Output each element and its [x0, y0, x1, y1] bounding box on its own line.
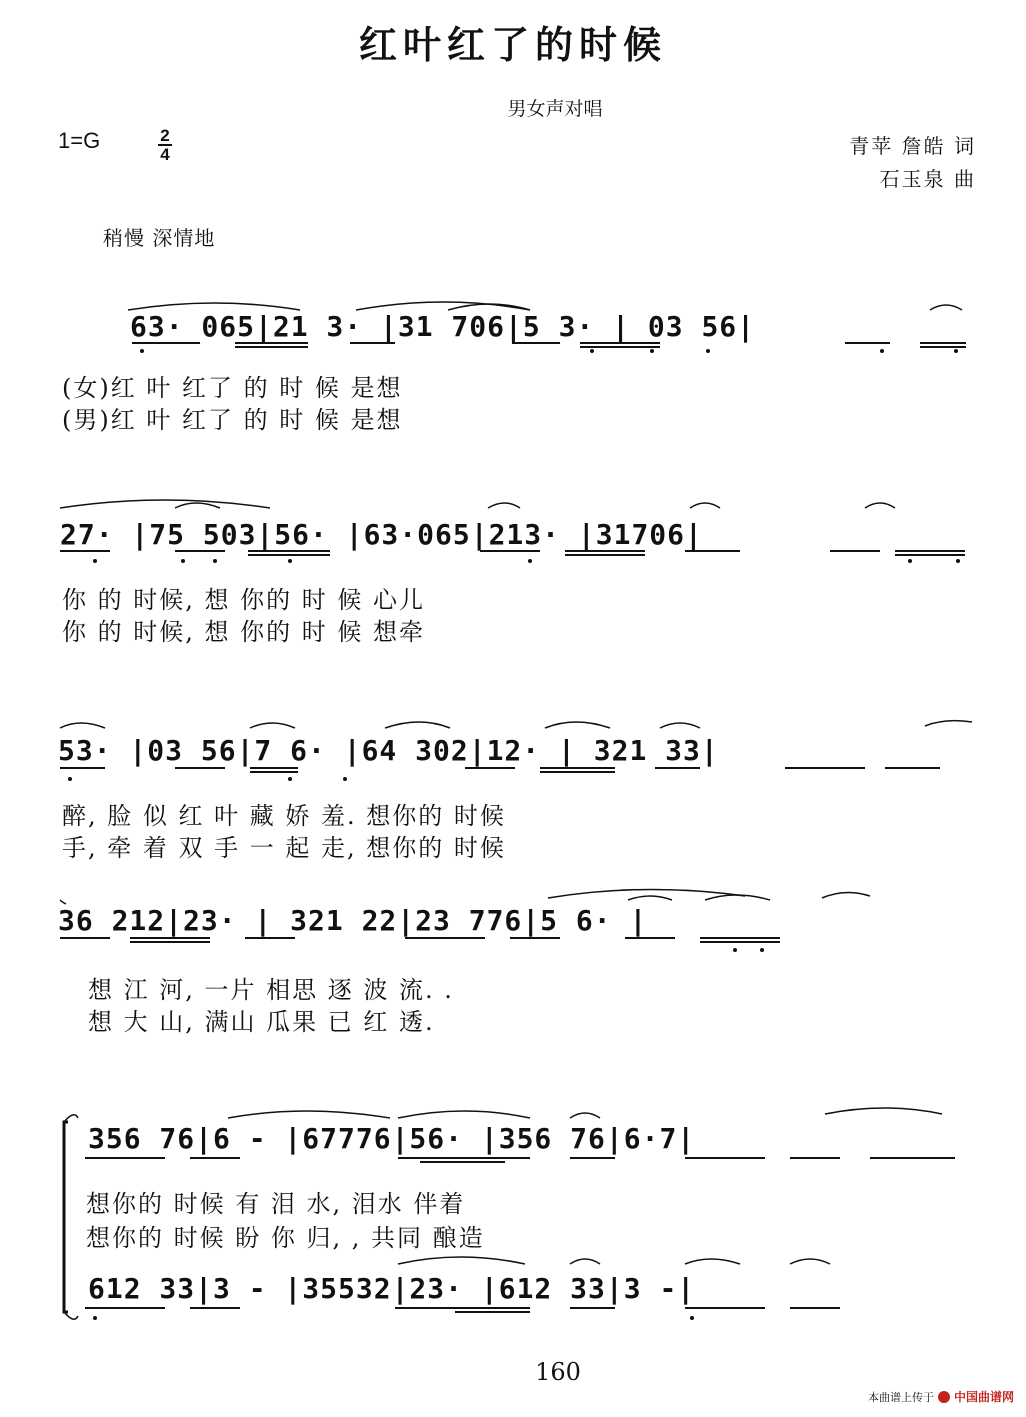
tempo-marking: 稍慢 深情地: [103, 226, 216, 250]
lyrics-line-1-female: (女)红 叶 红了 的 时 候 是想: [62, 374, 403, 402]
notation-line-5-lower: 612 33|3 - |35532|23· |612 33|3 -|: [88, 1272, 696, 1305]
lyricist-credit: 青苹 詹皓 词: [849, 134, 976, 158]
music-system-3: [0, 714, 1026, 864]
page-number: 160: [535, 1358, 581, 1386]
notation-line-1: 63· 065|21 3· |31 706|5 3· | 03 56|: [130, 310, 756, 343]
composer-credit: 石玉泉 曲: [879, 167, 976, 191]
time-signature: [158, 128, 172, 162]
music-system-2: [0, 498, 1026, 648]
lyrics-line-4-male: 想 大 山, 满山 瓜果 已 红 透.: [88, 1008, 435, 1036]
notation-line-4: 36 212|23· | 321 22|23 776|5 6· |: [58, 904, 648, 937]
footer-attribution: [868, 1388, 1014, 1405]
lyrics-line-2-female: 你 的 时候, 想 你的 时 候 心儿: [62, 586, 426, 614]
lyrics-line-4-female: 想 江 河, 一片 相思 逐 波 流. .: [88, 976, 454, 1004]
notation-line-5-upper: 356 76|6 - |67776|56· |356 76|6·7|: [88, 1122, 696, 1155]
song-subtitle: 男女声对唱: [507, 98, 603, 120]
song-title: 红叶红了的时候: [358, 22, 667, 67]
lyrics-line-3-male: 手, 牵 着 双 手 一 起 走, 想你的 时候: [62, 834, 506, 862]
notation-line-3: 53· |03 56|7 6· |64 302|12· | 321 33|: [58, 734, 719, 767]
time-signature-bottom: 4: [160, 145, 170, 164]
music-system-4: [0, 882, 1026, 1042]
lyrics-line-3-female: 醉, 脸 似 红 叶 藏 娇 羞. 想你的 时候: [62, 802, 506, 830]
footer-site-name[interactable]: 中国曲谱网: [953, 1390, 1014, 1404]
lyrics-line-5-male: 想你的 时候 盼 你 归, , 共同 酿造: [86, 1224, 485, 1252]
time-signature-top: 2: [160, 126, 170, 145]
lyrics-line-5-female: 想你的 时候 有 泪 水, 泪水 伴着: [86, 1190, 466, 1218]
site-logo-icon: [938, 1391, 950, 1403]
lyrics-line-1-male: (男)红 叶 红了 的 时 候 是想: [62, 406, 403, 434]
notation-line-2: 27· |75 503|56· |63·065|213· |31706|: [60, 518, 703, 551]
music-system-1: [0, 300, 1026, 440]
footer-text: 本曲谱上传于: [867, 1391, 934, 1404]
lyrics-line-2-male: 你 的 时候, 想 你的 时 候 想牵: [62, 618, 426, 646]
music-system-5: [0, 1100, 1026, 1330]
key-signature: 1=G: [58, 128, 101, 153]
